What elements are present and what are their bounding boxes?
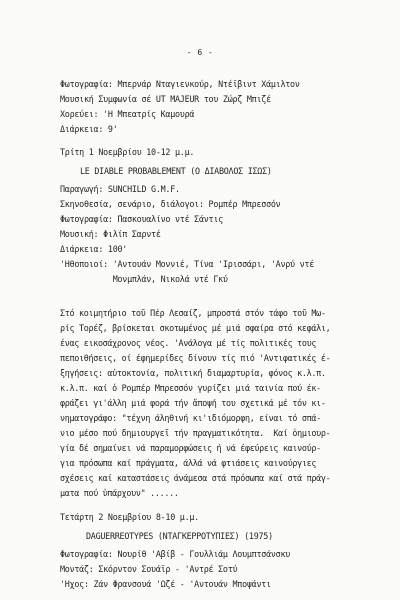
film-title: DAGUERREOTYPES (ΝΤΑΓΚΕΡΡΟΤΥΠΙΕΣ) (1975) bbox=[86, 531, 273, 541]
credit-line: Διάρκεια: 9' bbox=[60, 124, 118, 134]
synopsis-line: ρίς Τορέζ, βρίσκεται σκοτωμένος μέ μιά σφαίρα στό κεφάλι, bbox=[60, 323, 331, 333]
synopsis-line: ξηγήσεις: αὐτοκτονία, πολιτική διαμαρτυρία, φόνος κ.λ.π. bbox=[60, 368, 326, 378]
synopsis-line: ματα πού ὑπάρχουν" ...... bbox=[60, 488, 179, 498]
credit-line: Παραγωγή: SUNCHILD G.M.F. bbox=[60, 184, 180, 194]
credit-line: Φωτογραφία: Νουρίθ 'Αβίβ - Γουλλιάμ Λουμπτσάνσκυ bbox=[60, 549, 291, 559]
synopsis-line: γία δέ σημαίνει νά παραμορφώσεις ή νά έφεύρεις καινούρ- bbox=[60, 443, 321, 453]
synopsis-line: νιο μέσο πού δημιουργεῖ τήν πραγματικότητα. Καί ὁημιουρ- bbox=[60, 428, 331, 438]
synopsis-line: νηματογράφο: "τέχνη άληθινή κι'ιδιόμορφη, είναι τό σπά- bbox=[60, 413, 321, 423]
synopsis-line: για πρόσωπα καί πράγματα, άλλά νά φτιάσεις καινούργιες bbox=[60, 458, 317, 468]
synopsis-line: Στό κοιμητήριο τοῦ Πέρ Λεσαίζ, μπροστά στόν τάφο τοῦ Μω- bbox=[60, 308, 326, 318]
synopsis-line: σχέσεις καί καταστάσεις άνάμεσα στά πρόσωπα καί στά πράγ- bbox=[60, 473, 331, 483]
credit-line: Φωτογραφία: Πασκουαλίνο ντέ Σάντις bbox=[60, 214, 223, 224]
credit-line: 'Ηχος: Ζάν Φρανσουά 'Ωζέ - 'Αντουάν Μποψάντι bbox=[60, 579, 271, 589]
screening-date: Τετάρτη 2 Νοεμβρίου 8-10 μ.μ. bbox=[60, 512, 199, 522]
credit-line: Μονμπλάν, Νικολά ντέ Γκύ bbox=[60, 274, 228, 284]
synopsis-line: ένας εικοσάχρονος νέος. 'Ανάλογα μέ τίς πολιτικές τους bbox=[60, 338, 317, 348]
credit-line: Χορεύει: 'Η Μπεατρίς Καμουρά bbox=[60, 109, 195, 119]
credit-line: Μουσική Συμφωνία σέ UT MAJEUR του Ζώρζ Μπιζέ bbox=[60, 94, 271, 104]
credit-line: Σκηνοθεσία, σενάριο, διάλογοι: Ρομπέρ Μπρεσσόν bbox=[60, 199, 281, 209]
film-title: LE DIABLE PROBABLEMENT (Ο ΔΙΑΒΟΛΟΣ ΙΣΩΣ) bbox=[80, 166, 272, 176]
page-number: - 6 - bbox=[186, 48, 214, 57]
credit-line: Φωτογραφία: Μπερνάρ Νταγιενκούρ, Ντέϊβιντ Χάμιλτον bbox=[60, 79, 300, 89]
credit-line: 'Ηθοποιοί: 'Αντουάν Μοννιέ, Τίνα 'Ιρισσάρι, 'Ανρύ ντέ bbox=[60, 259, 314, 269]
credit-line: Διάρκεια: 100' bbox=[60, 244, 128, 254]
credit-line: Μουσική: Φιλίπ Σαρντέ bbox=[60, 229, 161, 239]
synopsis-line: φράζει γι'άλλη μιά φορά τήν ἄποψή του σχετικά μέ τόν κι- bbox=[60, 398, 326, 408]
screening-date: Τρίτη 1 Νοεμβρίου 10-12 μ.μ. bbox=[60, 147, 195, 157]
synopsis-line: πεποιθήσεις, οί έφημερίδες δίνουν τίς πιό 'Αντιφατικές έ- bbox=[60, 353, 331, 363]
synopsis-line: κ.λ.π. καί ὁ Ρομπέρ Μπρεσσόν γυρίζει μιά ταινία πού έκ- bbox=[60, 383, 321, 393]
credit-line: Μοντάζ: Σκόρντον Σουάϊρ - 'Αντρέ Σοτύ bbox=[60, 564, 238, 574]
